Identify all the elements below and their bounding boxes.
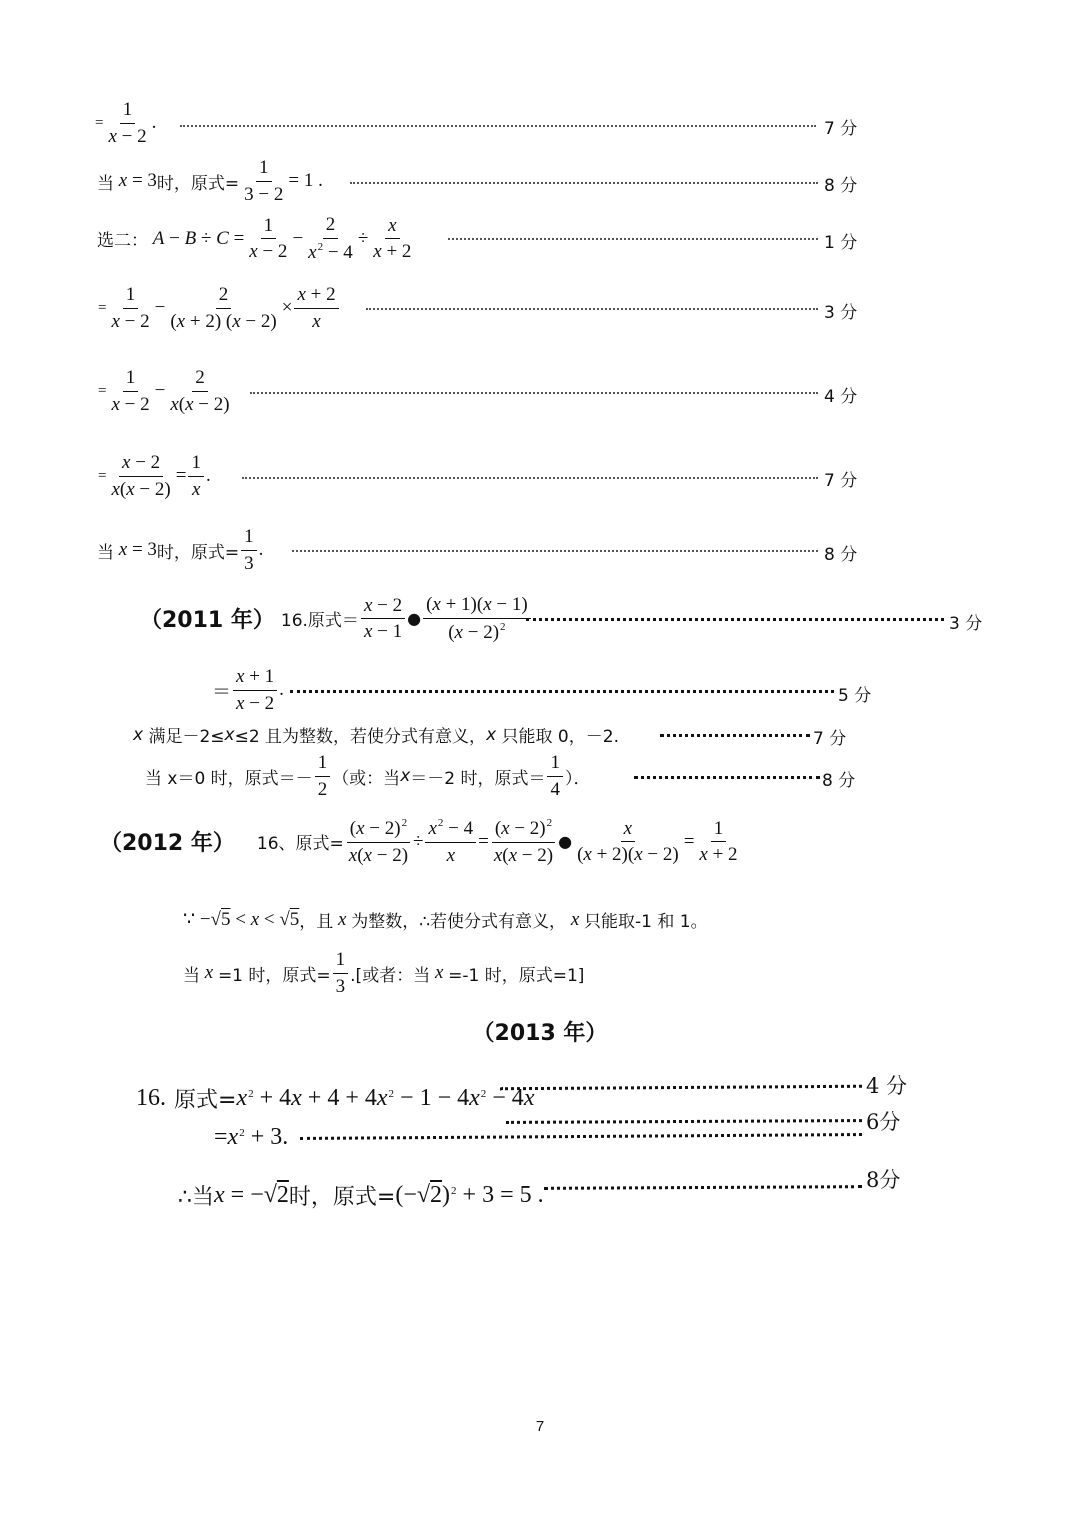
year-2011-line-2: ＝ $\frac{x + 1}{x - 2}$ .: [212, 666, 284, 714]
leader-dots: [366, 308, 818, 310]
score-label: 8 分: [822, 771, 856, 791]
year-2013-heading: [0, 1016, 1080, 1047]
step-line-7: 当 x = 3 时，原式= $\frac{1}{3}$ .: [97, 526, 264, 574]
year-2013-line-3: ∴当 x = −√2 时，原式= $(-√2)^2 + 3 = 5$ .: [178, 1182, 544, 1210]
leader-dots: [250, 392, 818, 394]
score-label: 7 分: [813, 729, 847, 749]
leader-dots: [544, 1185, 862, 1190]
leader-dots: [634, 776, 820, 779]
leader-dots: [500, 1085, 862, 1091]
score-label: 7 分: [824, 471, 858, 491]
leader-dots: [180, 125, 816, 127]
leader-dots: [526, 618, 944, 621]
year-2012-line-3: 当 x =1 时，原式= $\frac{1}{3}$ .[或者：当 x =-1 时，原式=1]: [183, 949, 585, 997]
leader-dots: [292, 550, 818, 552]
leader-dots: [660, 734, 810, 737]
score-label: 4 分: [866, 1074, 908, 1098]
year-2012-line-1: （2012 年） 16、原式= $\frac{(x - 2)^2}{x(x - 2)}$ ÷ $\frac{x^2 - 4}{x}$ = $\frac{(x - 2)^2}{x(x - 2)}$ ● $\frac{x}{(x + 2)(x - 2)}$ = $\frac{1}{x + 2}$: [100, 817, 738, 866]
section-heading: （2013 年）: [472, 1021, 608, 1046]
year-2012-line-2: ∵ −√5 < x < √5 ，且 x 为整数，∴若使分式有意义， x 只能取-1 和 1。: [183, 908, 708, 932]
score-label: 8 分: [824, 545, 858, 565]
score-label: 4 分: [824, 387, 858, 407]
step-line-2: 当 x = 3 时，原式= $\frac{1}{3 - 2}$ = 1 .: [97, 157, 323, 205]
score-label: 3 分: [949, 614, 983, 634]
score-label: 8分: [866, 1168, 901, 1192]
score-label: 6分: [866, 1110, 901, 1134]
leader-dots: [448, 238, 818, 240]
leader-dots: [290, 690, 834, 693]
step-line-4: = $\frac{1}{x - 2}$ − $\frac{2}{(x + 2) (x - 2)}$ × $\frac{x + 2}{x}$: [98, 285, 341, 332]
score-label: 3 分: [824, 303, 858, 323]
leader-dots: [300, 1133, 862, 1140]
step-line-3: 选二： A − B ÷ C = $\frac{1}{x - 2}$ − $\frac{2}{x^2 - 4}$ ÷ $\frac{x}{x + 2}$: [97, 214, 412, 263]
score-label: 5 分: [838, 686, 872, 706]
year-2011-line-4: 当 x＝0 时，原式＝－ $\frac{1}{2}$ （或：当 x ＝－2 时，原式＝ $\frac{1}{4}$ ）．: [145, 752, 591, 800]
leader-dots: [242, 477, 818, 479]
score-label: 1 分: [824, 233, 858, 253]
step-line-5: = $\frac{1}{x - 2}$ − $\frac{2}{x(x - 2)}$: [98, 367, 230, 415]
score-label: 7 分: [824, 119, 858, 139]
step-line-1: = $\frac{1}{x - 2}$ .: [95, 99, 157, 147]
year-2011-line-3: x 满足－2≤ x ≤2 且为整数，若使分式有意义， x 只能取 0，－2.: [133, 724, 619, 747]
leader-dots: [350, 182, 818, 184]
score-label: 8 分: [824, 176, 858, 196]
section-heading: （2011 年）: [140, 608, 275, 634]
year-2011-line-1: （2011 年） 16.原式＝ $\frac{x - 2}{x - 1}$ ● $\frac{(x + 1)(x - 1)}{(x - 2)^2}$: [140, 595, 533, 643]
year-2013-line-1: 16. 原式= $x^2 + 4x + 4 + 4x^2 - 1 - 4x^2 - 4x$: [136, 1085, 535, 1113]
leader-dots: [506, 1119, 862, 1124]
page-number: 7: [535, 1418, 545, 1435]
year-2013-line-2: $=x^2 + 3$.: [214, 1124, 289, 1150]
section-heading: （2012 年）: [100, 831, 235, 857]
step-line-6: = $\frac{x - 2}{x(x - 2)}$ = $\frac{1}{x}$ .: [98, 452, 211, 500]
